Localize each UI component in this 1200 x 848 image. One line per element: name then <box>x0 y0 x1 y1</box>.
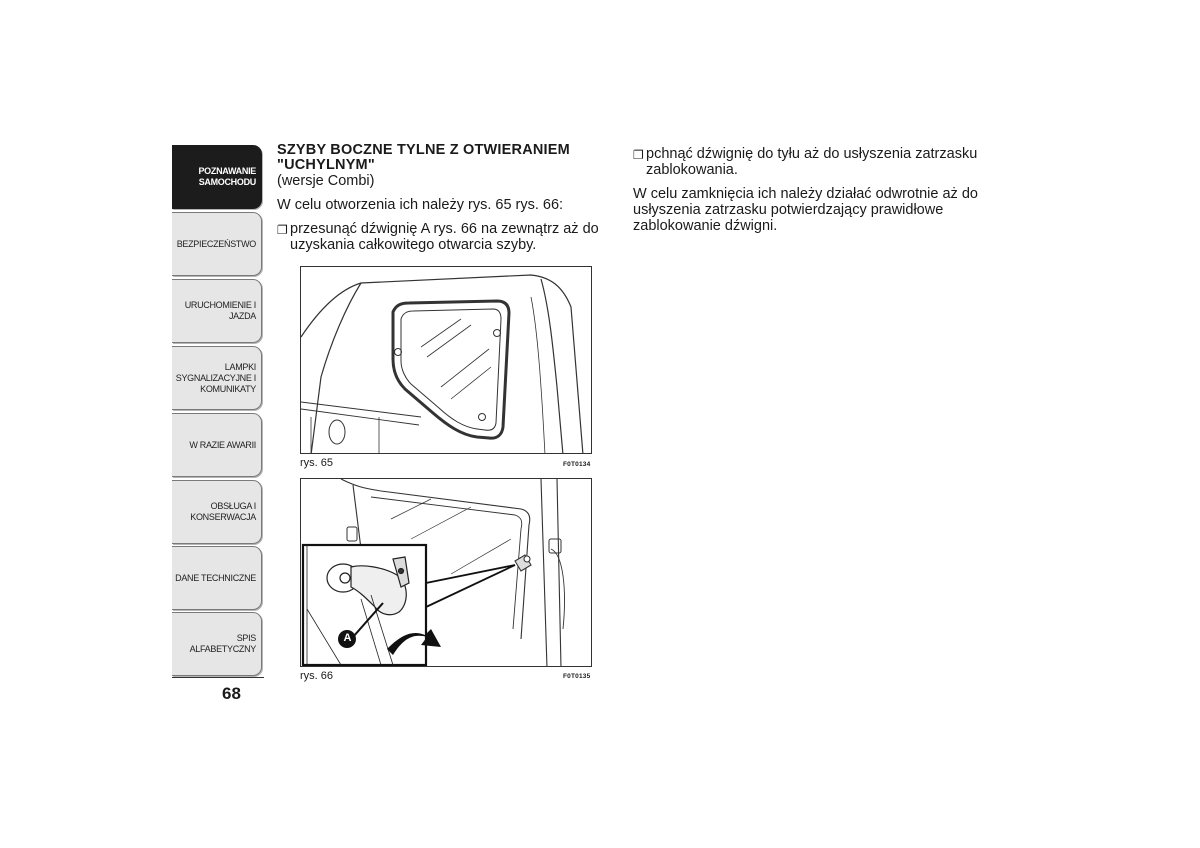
tab-uruchomienie-jazda[interactable] <box>172 279 262 343</box>
bullet-text: przesunąć dźwignię A rys. 66 na zewnątrz aż do uzyskania całkowitego otwarcia szyby. <box>290 221 599 253</box>
tab-label: SPIS ALFABETYCZNY <box>189 633 256 654</box>
tab-label: W RAZIE AWARII <box>189 439 256 450</box>
figure-side-window <box>300 266 592 454</box>
intro-text: W celu otworzenia ich należy rys. 65 rys. 66: <box>277 197 564 213</box>
tab-obsluga-konserwacja[interactable] <box>172 480 262 544</box>
tab-label: BEZPIECZEŃSTWO <box>176 238 256 249</box>
list-item <box>277 221 602 253</box>
side-window-illustration <box>301 267 592 454</box>
tab-label: POZNAWANIE SAMOCHODU <box>198 166 256 187</box>
sidebar-divider <box>172 677 264 678</box>
closing-paragraph: W celu zamknięcia ich należy działać odwrotnie aż do usłyszenia zatrzasku potwierdzający prawidłowe zablokowanie dźwigni. <box>633 186 978 234</box>
list-item <box>633 146 978 178</box>
tab-label: DANE TECHNICZNE <box>175 572 256 583</box>
tab-label: LAMPKI SYGNALIZACYJNE I KOMUNIKATY <box>175 361 256 394</box>
section-heading-line1: SZYBY BOCZNE TYLNE Z OTWIERANIEM <box>277 142 570 158</box>
section-subheading: (wersje Combi) <box>277 173 375 189</box>
tab-poznawanie-samochodu[interactable] <box>172 145 262 209</box>
figure-caption: rys. 65 <box>300 457 334 469</box>
left-column <box>277 143 602 261</box>
callout-a-label: A <box>343 632 352 644</box>
tab-w-razie-awarii[interactable] <box>172 413 262 477</box>
bullet-text: pchnąć dźwignię do tyłu aż do usłyszenia zatrzasku zablokowania. <box>646 146 978 178</box>
checkbox-bullet-icon: ❐ <box>633 148 644 162</box>
figure-code: F0T0134 <box>563 461 591 468</box>
figure-window-lever <box>300 478 592 667</box>
tab-label: OBSŁUGA I KONSERWACJA <box>190 501 256 522</box>
figure-code: F0T0135 <box>563 673 591 680</box>
right-column <box>633 146 978 242</box>
tab-label: URUCHOMIENIE I JAZDA <box>184 300 256 321</box>
page-number: 68 <box>222 684 241 703</box>
tab-dane-techniczne[interactable] <box>172 546 262 610</box>
checkbox-bullet-icon: ❐ <box>277 223 288 237</box>
tab-spis-alfabetyczny[interactable] <box>172 612 262 676</box>
tab-bezpieczenstwo[interactable] <box>172 212 262 276</box>
tab-lampki-sygnalizacyjne[interactable] <box>172 346 262 410</box>
figure-caption: rys. 66 <box>300 670 334 682</box>
section-heading-line2: "UCHYLNYM" <box>277 157 375 173</box>
